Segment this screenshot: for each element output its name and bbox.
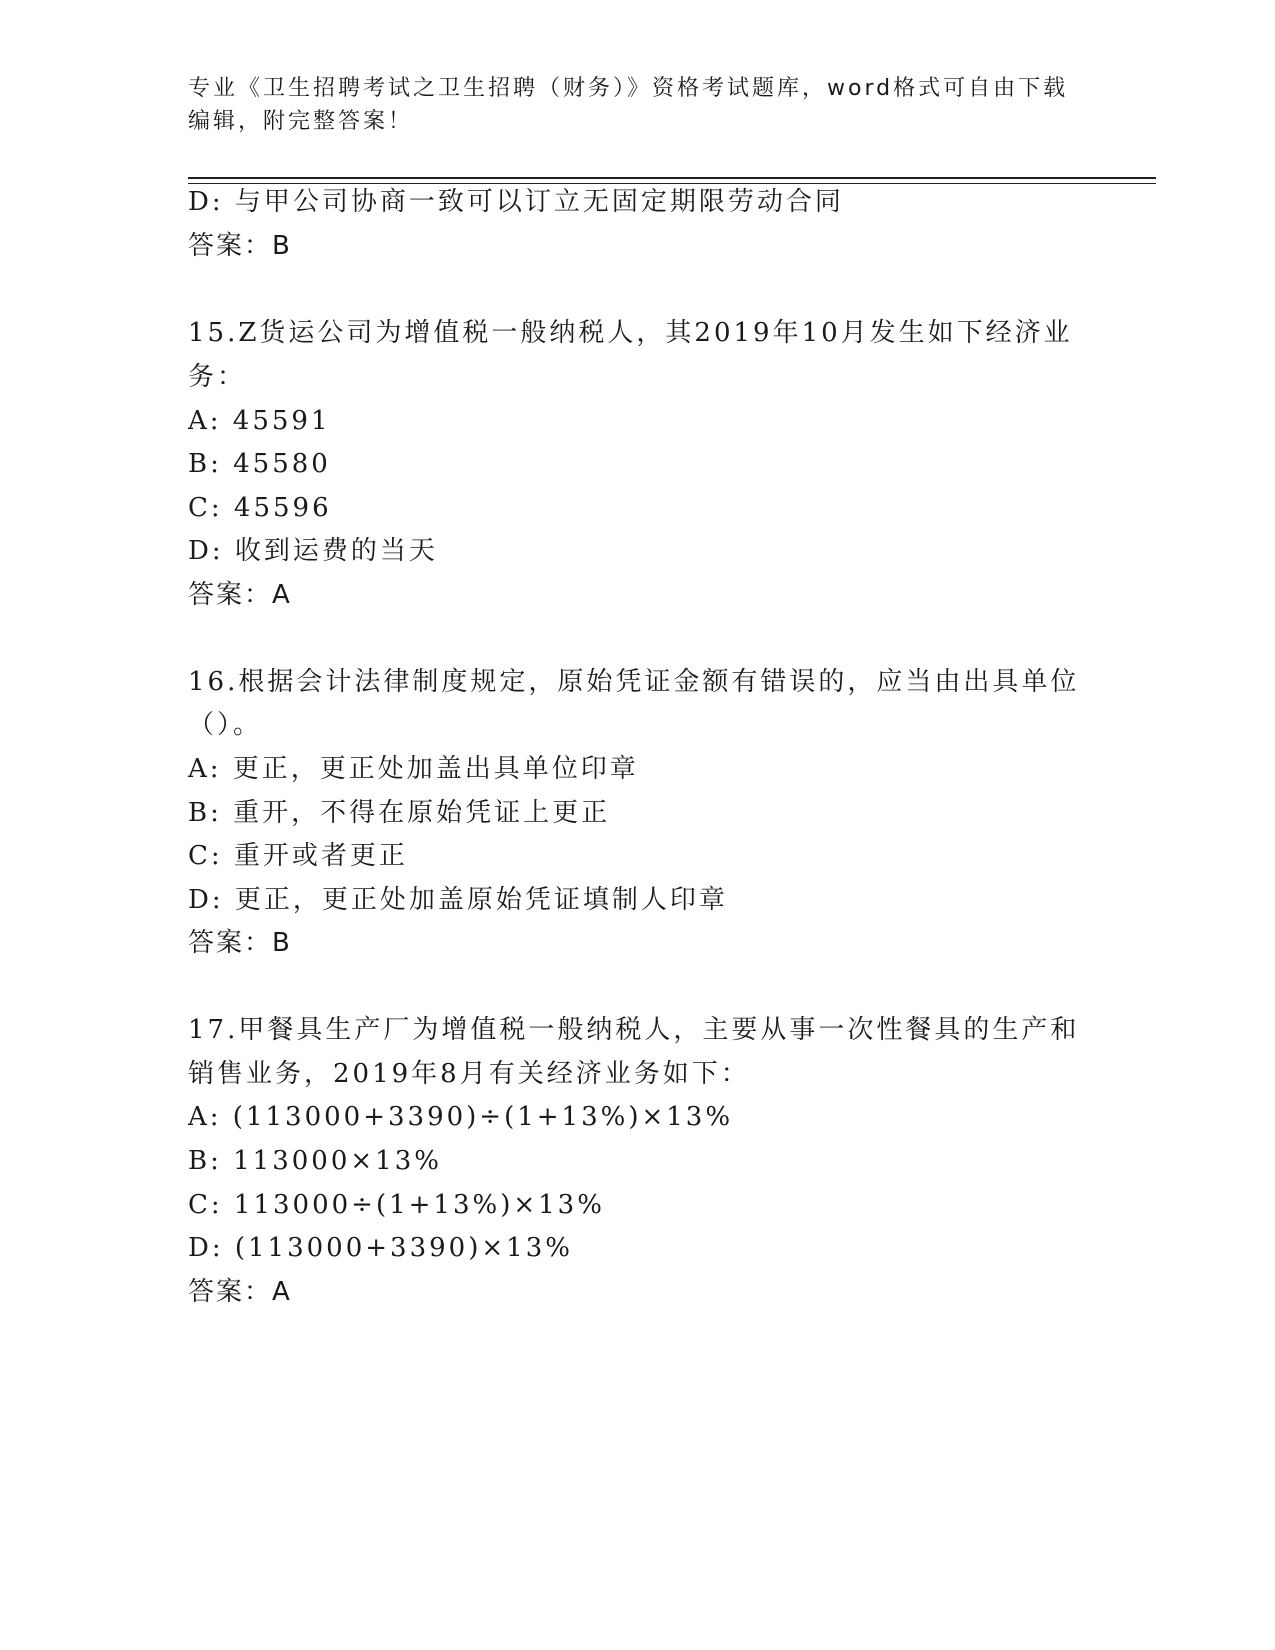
- q17-option-a: A: (113000+3390)÷(1+13%)×13%: [188, 1102, 734, 1132]
- q17-answer: 答案：A: [188, 1277, 292, 1307]
- q15-option-d: D: 收到运费的当天: [188, 536, 438, 566]
- q15-option-b: B: 45580: [188, 449, 331, 479]
- header-divider-thin: [188, 183, 1156, 184]
- header-intro-line2: 编辑，附完整答案！: [188, 109, 414, 134]
- q16-option-b: B: 重开，不得在原始凭证上更正: [188, 798, 611, 828]
- q15-stem-line2: 务：: [188, 362, 247, 392]
- q15-stem-line1: 15.Z货运公司为增值税一般纳税人，其2019年10月发生如下经济业: [188, 318, 1073, 348]
- q17-stem-line1: 17.甲餐具生产厂为增值税一般纳税人，主要从事一次性餐具的生产和: [188, 1015, 1080, 1045]
- q15-option-a: A: 45591: [188, 406, 331, 436]
- header-intro: [188, 72, 1088, 138]
- q16-option-c: C: 重开或者更正: [188, 841, 408, 871]
- q16-stem-line1: 16.根据会计法律制度规定，原始凭证金额有错误的，应当由出具单位: [188, 667, 1080, 697]
- q17-option-d: D: (113000+3390)×13%: [188, 1233, 573, 1263]
- q15-answer: 答案：A: [188, 580, 292, 610]
- q16-stem-line2: （）。: [188, 710, 263, 740]
- q14-answer: 答案：B: [188, 231, 292, 261]
- q16-option-d: D: 更正，更正处加盖原始凭证填制人印章: [188, 885, 728, 915]
- q15-option-c: C: 45596: [188, 493, 332, 523]
- header-intro-line1: 专业《卫生招聘考试之卫生招聘（财务）》资格考试题库，word格式可自由下载: [188, 76, 1069, 101]
- q17-option-b: B: 113000×13%: [188, 1146, 442, 1176]
- q16-option-a: A: 更正，更正处加盖出具单位印章: [188, 754, 639, 784]
- header-divider-thick: [188, 177, 1156, 179]
- q16-answer: 答案：B: [188, 928, 292, 958]
- q17-option-c: C: 113000÷(1+13%)×13%: [188, 1190, 605, 1220]
- q17-stem-line2: 销售业务，2019年8月有关经济业务如下：: [188, 1059, 750, 1089]
- q14-option-d: D: 与甲公司协商一致可以订立无固定期限劳动合同: [188, 187, 844, 217]
